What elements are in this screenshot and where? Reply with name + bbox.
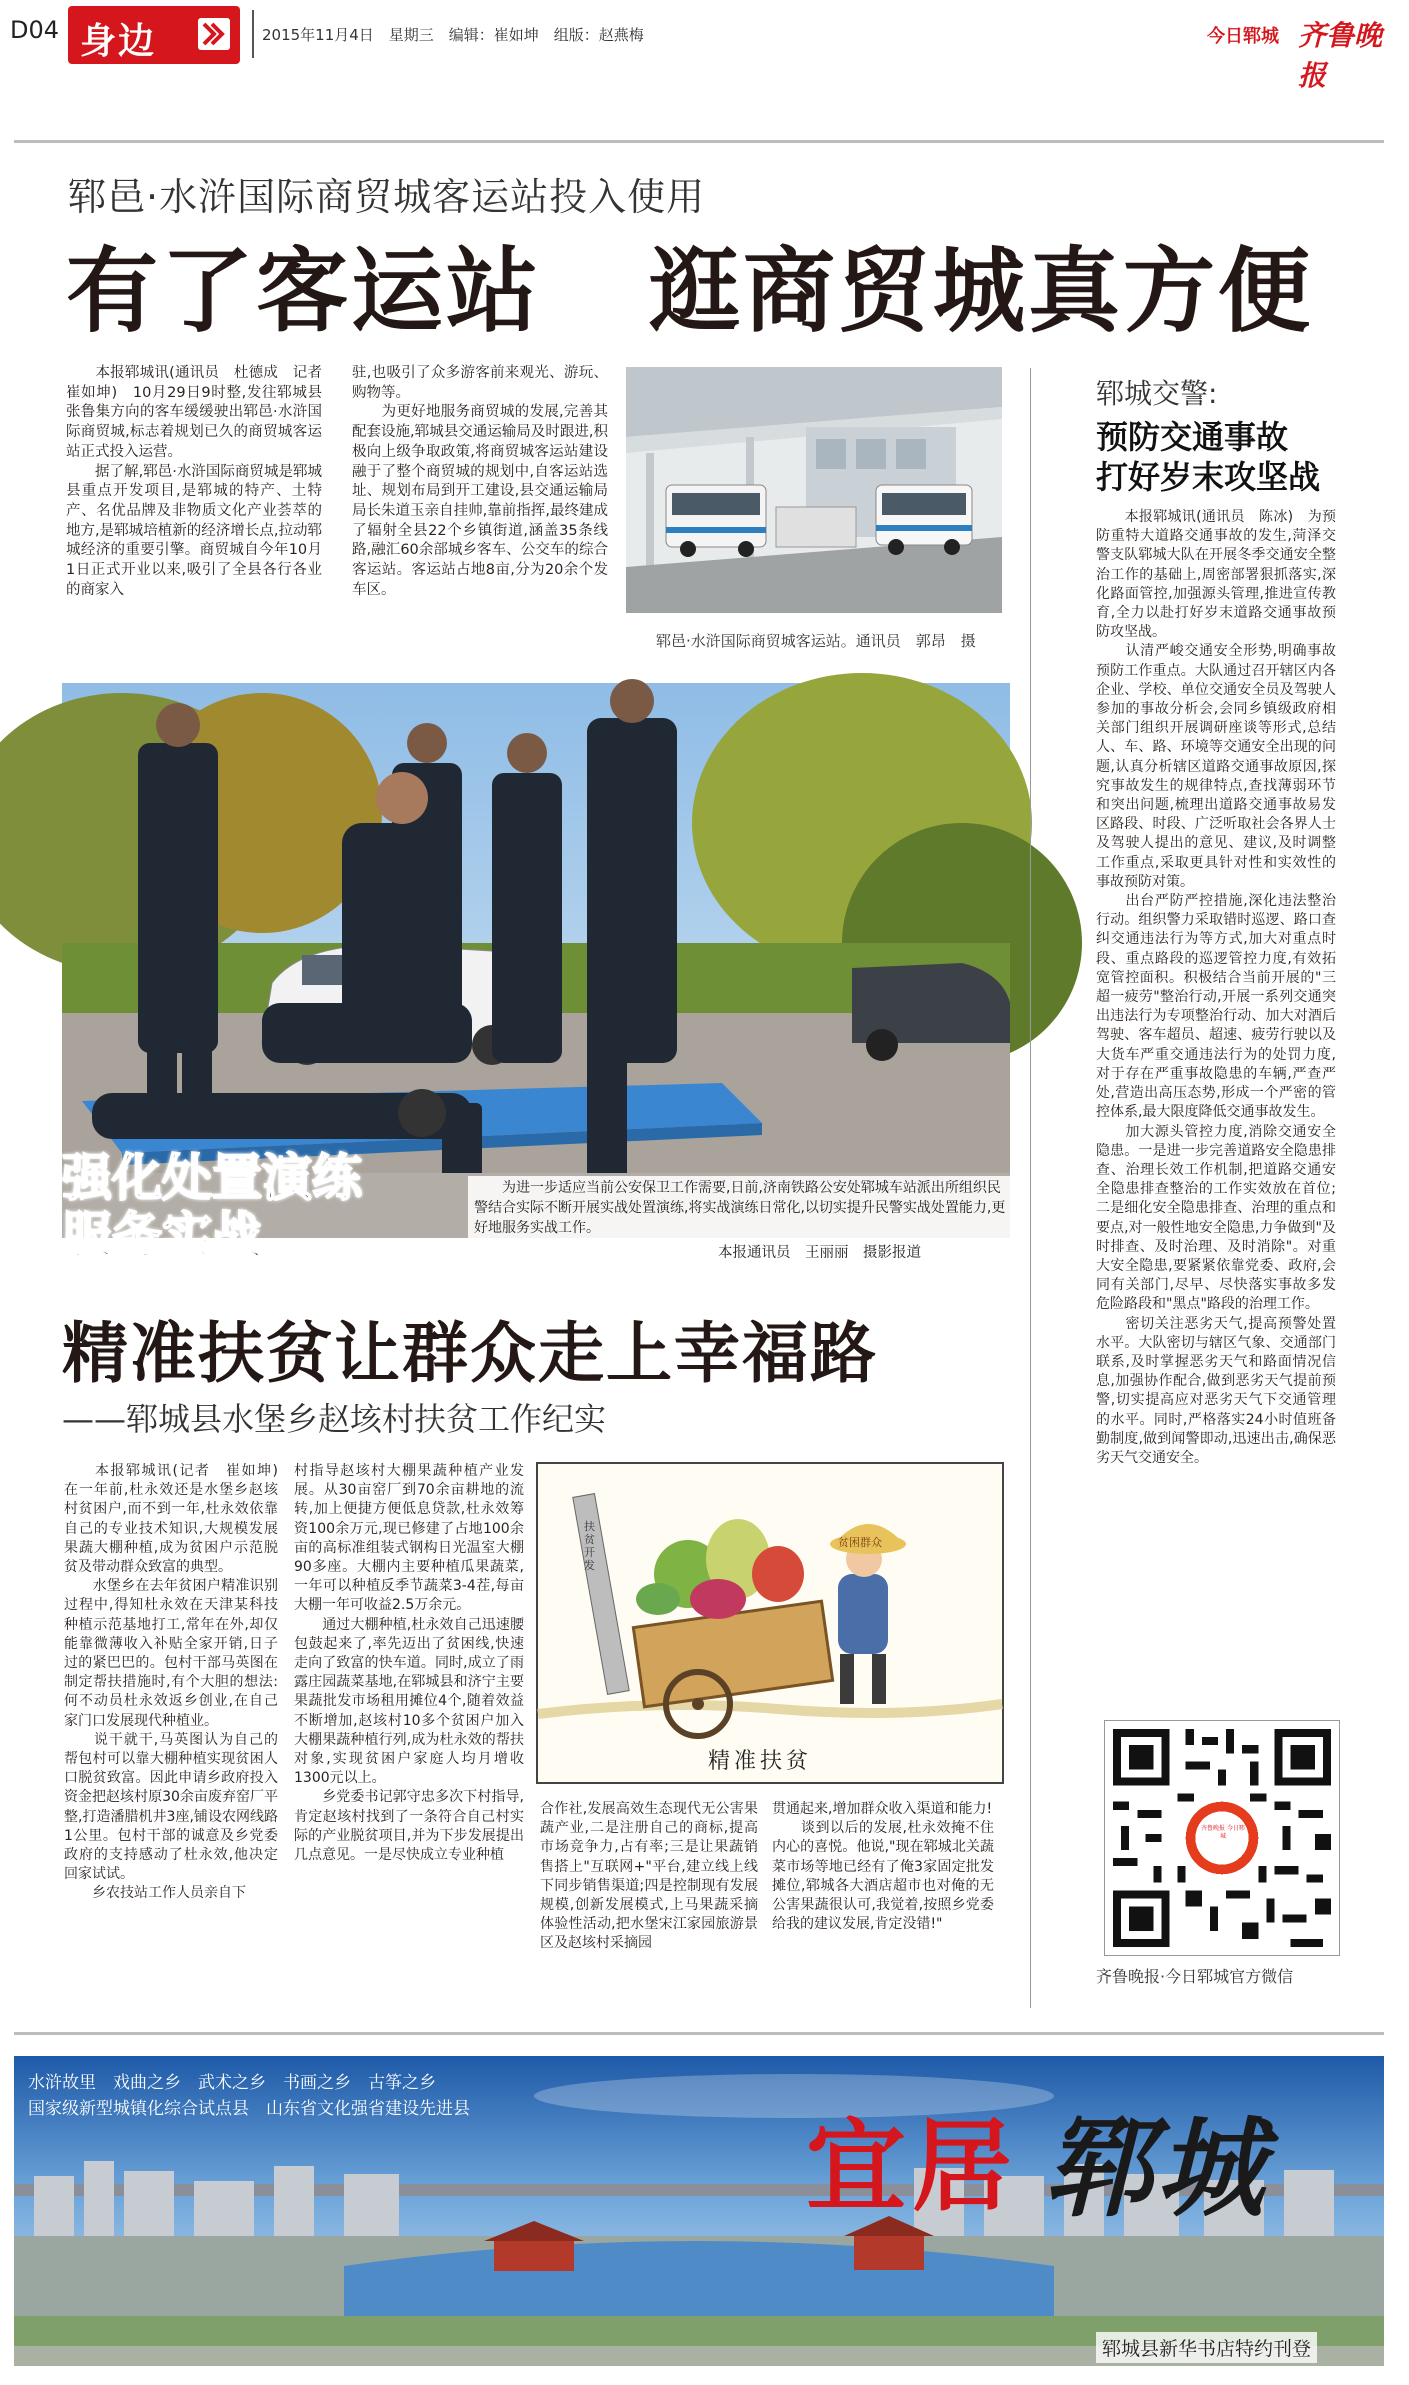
city-banner	[14, 2056, 1384, 2366]
story3-headline: 精准扶贫让群众走上幸福路	[62, 1314, 878, 1392]
story1-headline-b: 逛商贸城真方便	[648, 237, 1314, 345]
cartoon-caption: 精准扶贫	[708, 1749, 813, 1774]
story1-column-1: 本报郓城讯(通讯员 杜德成 记者 崔如坤) 10月29日9时整,发往郓城县张鲁集方向的客车缓缓驶出郓邑·水浒国际商贸城,标志着规划已久的商贸城客运站正式投入运营。 据了解,郓邑·水浒国际商贸城是郓城县重点开发项目,是郓城的特产、土特产、名优品牌及非物质文化产业荟萃的地方,是郓城培植新的经济增长点,拉动郓城经济的重要引擎。商贸城自今年10月1日正式开业以来,吸引了全县各行各业的商家入	[66, 365, 322, 598]
poverty-cartoon	[536, 1462, 1004, 1784]
story1-column-2: 驻,也吸引了众多游客前来观光、游玩、购物等。 为更好地服务商贸城的发展,完善其配套设施,郓城县交通运输局及时跟进,积极向上级争取政策,将商贸城客运站建设融于了整个商贸城的规划中,自客运站选址、规划布局到开工建设,县交通运输局局长朱道玉亲自挂帅,靠前指挥,最终建成了辐射全县22个乡镇街道,涵盖35条线路,融汇60余部城乡客车、公交车的综合客运站。客运站占地8亩,分为20余个发车区。	[352, 365, 608, 598]
issue-meta: 2015年11月4日 星期三 编辑：崔如坤 组版：赵燕梅	[262, 26, 644, 44]
banner-slogan-red: 宜居	[806, 2107, 1018, 2225]
brand-paper-logo: 齐鲁晚报	[1298, 19, 1383, 92]
story3-column-4: 贯通起来,增加群众收入渠道和能力! 谈到以后的发展,杜永效掩不住内心的喜悦。他说,"现在郓城北关蔬菜市场等地已经有了俺3家固定批发摊位,郓城各大酒店超市也对俺的无公害果蔬很认可,我觉着,按照乡党委给我的建议发展,肯定没错!"	[772, 1801, 994, 1933]
story2-headline-line2: 服务实战	[62, 1207, 262, 1265]
story4-headline-line1: 预防交通事故	[1096, 418, 1289, 456]
cartoon-post-label: 扶贫开发	[584, 1520, 595, 1572]
wechat-qr-code[interactable]	[1104, 1720, 1340, 1956]
qr-caption: 齐鲁晚报·今日郓城官方微信	[1096, 1967, 1294, 1986]
banner-line2: 国家级新型城镇化综合试点县 山东省文化强省建设先进县	[28, 2099, 470, 2119]
story2-caption-box	[468, 1176, 1010, 1238]
section-chevron-icon	[198, 18, 230, 50]
page-number: D04	[10, 16, 60, 44]
story3-column-2: 村指导赵垓村大棚果蔬种植产业发展。从30亩窑厂到70余亩耕地的流转,加上便捷方便低息贷款,杜永效筹资100余万元,现已修建了占地100余亩的高标准组装式钢构日光温室大棚90多座。大棚内主要种植瓜果蔬菜,一年可以种植反季节蔬菜3-4茬,每亩大棚一年可收益2.5万余元。 通过大棚种植,杜永效自己迅速腰包鼓起来了,率先迈出了贫困线,快速走向了致富的快车道。同时,成立了雨露庄园蔬菜基地,在郓城县和济宁主要果蔬批发市场租用摊位4个,随着效益不断增加,赵垓村10多个贫困户加入大棚果蔬种植行列,成为杜永效的帮扶对象,实现贫困户家庭人均月增收1300元以上。 乡党委书记郭守忠多次下村指导,肯定赵垓村找到了一条符合自己村实际的产业脱贫项目,并为下步发展提出几点意见。一是尽快成立专业种植	[294, 1463, 524, 1864]
story1-photo-caption: 郓邑·水浒国际商贸城客运站。通讯员 郭昂 摄	[656, 632, 976, 650]
brand-county: 今日郓城	[1207, 26, 1279, 47]
story2-headline-line1: 强化处置演练	[62, 1149, 362, 1207]
banner-sponsor: 郓城县新华书店特约刊登	[1096, 2332, 1317, 2363]
bus-station-photo	[626, 367, 1002, 613]
section-title: 身边	[80, 20, 157, 62]
story3-subhead: ——郓城县水堡乡赵垓村扶贫工作纪实	[62, 1400, 607, 1438]
qr-center-badge: 齐鲁晚报 今日郓城	[1201, 1825, 1245, 1840]
page-header	[0, 0, 1409, 92]
banner-line1: 水浒故里 戏曲之乡 武术之乡 书画之乡 古筝之乡	[28, 2073, 436, 2093]
section-badge	[68, 6, 240, 64]
banner-slogan-black: 郓城	[1044, 2106, 1269, 2232]
story4-headline-line2: 打好岁末攻坚战	[1096, 458, 1321, 496]
story1-headline-a: 有了客运站	[66, 237, 542, 345]
story3-column-3: 合作社,发展高效生态现代无公害果蔬产业,二是注册自己的商标,提高市场竞争力,占有率;三是让果蔬销售搭上"互联网+"平台,建立线上线下同步销售渠道;四是控制现有发展规模,创新发展模式,上马果蔬采摘体验性活动,把水堡宋江家园旅游景区及赵垓村采摘园	[540, 1801, 758, 1952]
story4-body: 本报郓城讯(通讯员 陈冰) 为预防重特大道路交通事故的发生,菏泽交警支队郓城大队在开展冬季交通安全整治工作的基础上,周密部署狠抓落实,深化路面管控,加强源头管理,推进宣传教育,全力以赴打好岁末道路交通事故预防攻坚战。 认清严峻交通安全形势,明确事故预防工作重点。大队通过召开辖区内各企业、学校、单位交通安全员及驾驶人参加的事故分析会,会同乡镇级政府相关部门组织开展调研座谈等形式,总结人、车、路、环境等交通安全出现的问题,认真分析辖区道路交通事故原因,探究事故发生的规律特点,查找薄弱环节和突出问题,梳理出道路交通事故易发区路段、时段、广泛听取社会各界人士及驾驶人提出的意见、建议,及时调整工作重点,采取更具针对性和实效性的事故预防对策。 出台严防严控措施,深化违法整治行动。组织警力采取错时巡逻、路口查纠交通违法行为等方式,加大对重点时段、重点路段的巡逻管控力度,有效拓宽管控面积。积极结合当前开展的"三超一疲劳"整治行动,开展一系列交通突出违法行为专项整治行动、加大对酒后驾驶、客车超员、超速、疲劳行驶以及大货车严重交通违法行为的处罚力度,对于存在严重事故隐患的车辆,严查严处,营造出高压态势,形成一个严密的管控体系,最大限度降低交通事故发生。 加大源头管控力度,消除交通安全隐患。一是进一步完善道路安全隐患排查、治理长效工作机制,把道路交通安全隐患排查整治的工作实效放在首位;二是细化安全隐患排查、治理的重点和要点,对一般性地安全隐患,力争做到"及时排查、及时治理、及时消除"。对重大安全隐患,要紧紧依靠党委、政府,会同有关部门,尽早、尽快落实事故多发危险路段和"黑点"路段的治理工作。 密切关注恶劣天气,提高预警处置水平。大队密切与辖区气象、交通部门联系,及时掌握恶劣天气和路面情况信息,加强协作配合,做到恶劣天气提前预警,切实提高应对恶劣天气下交通管理的水平。同时,严格落实24小时值班备勤制度,做到闻警即动,迅速出击,确保恶劣天气交通安全。	[1096, 509, 1336, 1466]
story2-caption: 为进一步适应当前公安保卫工作需要,日前,济南铁路公安处郓城车站派出所组织民警结合实际不断开展实战处置演练,将实战演练日常化,以切实提升民警实战处置能力,更好地服务实战工作。	[474, 1180, 1006, 1236]
story3-column-1: 本报郓城讯(记者 崔如坤) 在一年前,杜永效还是水堡乡赵垓村贫困户,而不到一年,杜永效依靠自己的专业技术知识,大规模发展果蔬大棚种植,成为贫困户示范脱贫及带动群众致富的典型。 水堡乡在去年贫困户精准识别过程中,得知杜永效在天津某科技种植示范基地打工,常年在外,却仅能靠微薄收入补贴全家开销,日子过的紧巴巴的。包村干部马英图在制定帮扶措施时,有个大胆的想法:何不动员杜永效返乡创业,在自己家门口发展现代种植业。 说干就干,马英图认为自己的帮包村可以靠大棚种植实现贫困人口脱贫致富。因此申请乡政府投入资金把赵垓村原30余亩废弃窑厂平整,打造潘腊机井3座,铺设农网线路1公里。包村干部的诚意及乡党委政府的支持感动了杜永效,他决定回家试试。 乡农技站工作人员亲自下	[64, 1463, 278, 1902]
cartoon-hat-label: 贫困群众	[838, 1536, 882, 1549]
story2-credit: 本报通讯员 王丽丽 摄影报道	[718, 1245, 921, 1261]
story4-kicker: 郓城交警:	[1096, 377, 1218, 410]
story1-kicker: 郓邑·水浒国际商贸城客运站投入使用	[68, 175, 706, 219]
